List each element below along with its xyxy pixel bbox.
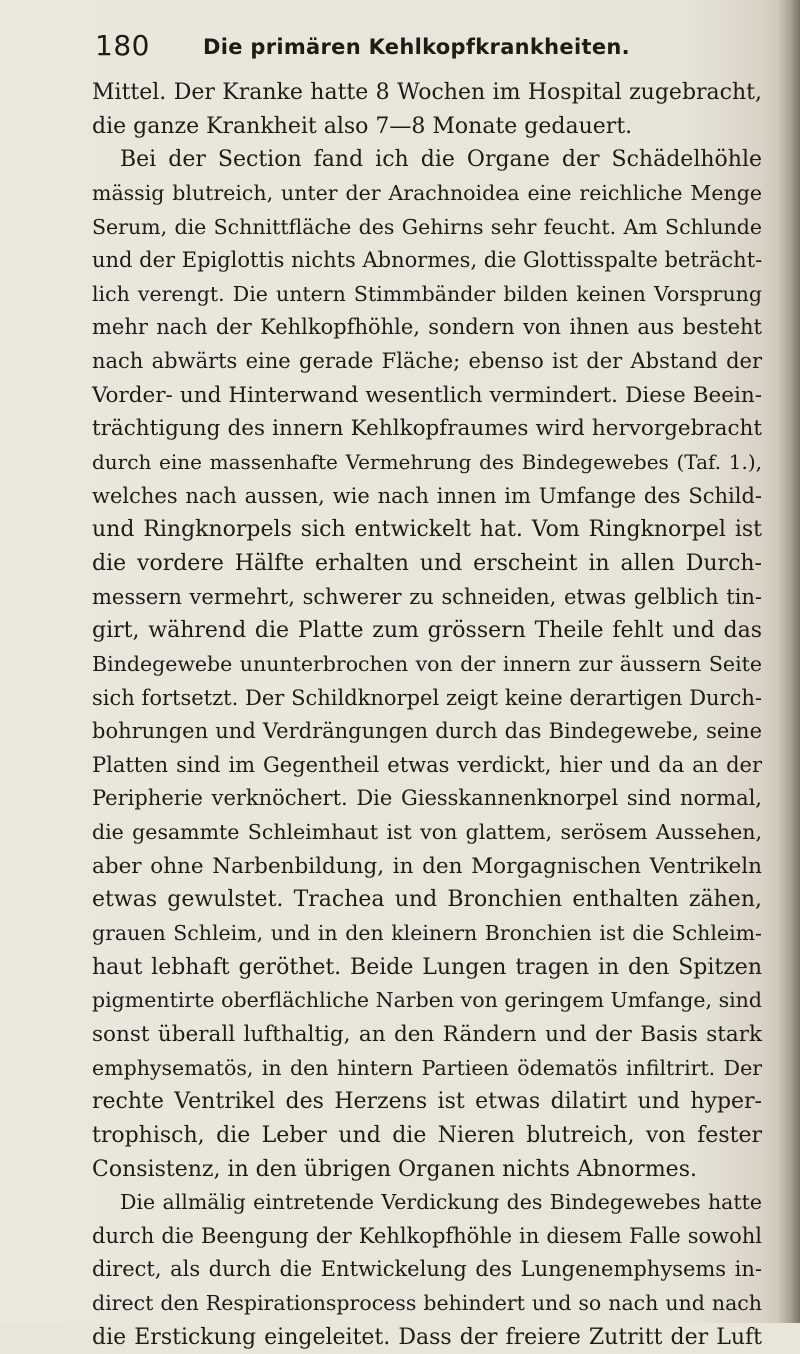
running-head: Die primären Kehlkopfkrankheiten. [203, 35, 630, 59]
text-line: aber ohne Narbenbildung, in den Morgagnischen Ventrikeln [92, 853, 762, 879]
text-line: etwas gewulstet. Trachea und Bronchien enthalten zähen, [92, 887, 762, 913]
text-line: trächtigung des innern Kehlkopfraumes wird hervorgebracht [92, 416, 762, 442]
text-line: direct den Respirationsprocess behindert und so nach und nach [92, 1291, 762, 1316]
text-line: durch die Beengung der Kehlkopfhöhle in diesem Falle sowohl [92, 1223, 762, 1248]
text-line: emphysematös, in den hintern Partieen ödematös infiltrirt. Der [92, 1055, 762, 1080]
text-line: Die allmälig eintretende Verdickung des Bindegewebes hatte [120, 1190, 762, 1215]
text-line: messern vermehrt, schwerer zu schneiden, etwas gelblich tin- [92, 584, 762, 609]
text-line: girt, während die Platte zum grössern Theile fehlt und das [92, 618, 762, 644]
text-line: Consistenz, in den übrigen Organen nichts Abnormes. [92, 1156, 697, 1182]
text-line: welches nach aussen, wie nach innen im Umfange des Schild- [92, 483, 762, 508]
page-number: 180 [95, 29, 150, 62]
text-line: Mittel. Der Kranke hatte 8 Wochen im Hospital zugebracht, [92, 80, 762, 105]
text-line: bohrungen und Verdrängungen durch das Bindegewebe, seine [92, 719, 762, 744]
text-line: durch eine massenhafte Vermehrung des Bindegewebes (Taf. 1.), [92, 450, 762, 475]
text-line: nach abwärts eine gerade Fläche; ebenso ist der Abstand der [92, 349, 762, 374]
text-line: rechte Ventrikel des Herzens ist etwas dilatirt und hyper- [92, 1089, 762, 1115]
page-header [95, 28, 755, 64]
text-line: Vorder- und Hinterwand wesentlich vermindert. Diese Beein- [92, 382, 762, 408]
text-line: grauen Schleim, und in den kleinern Bronchien ist die Schleim- [92, 921, 762, 946]
text-line: haut lebhaft geröthet. Beide Lungen tragen in den Spitzen [92, 954, 762, 980]
text-line: die gesammte Schleimhaut ist von glattem, serösem Aussehen, [92, 820, 762, 845]
text-line: Bei der Section fand ich die Organe der Schädelhöhle [120, 147, 762, 173]
text-line: und der Epiglottis nichts Abnormes, die Glottisspalte beträcht- [92, 248, 763, 273]
text-line: Serum, die Schnittfläche des Gehirns sehr feucht. Am Schlunde [92, 214, 762, 239]
text-line: Bindegewebe ununterbrochen von der innern zur äussern Seite [92, 651, 762, 676]
text-line: die vordere Hälfte erhalten und erscheint in allen Durch- [92, 550, 762, 576]
body-text [92, 76, 762, 1354]
text-line: pigmentirte oberflächliche Narben von geringem Umfange, sind [92, 988, 762, 1013]
text-line: mässig blutreich, unter der Arachnoidea eine reichliche Menge [92, 180, 762, 205]
text-line: trophisch, die Leber und die Nieren blutreich, von fester [92, 1122, 762, 1148]
text-line: Peripherie verknöchert. Die Giesskannenknorpel sind normal, [92, 786, 762, 811]
page-edge-shadow [778, 0, 800, 1323]
text-line: sich fortsetzt. Der Schildknorpel zeigt keine derartigen Durch- [92, 685, 762, 710]
text-line: mehr nach der Kehlkopfhöhle, sondern von ihnen aus besteht [92, 315, 762, 340]
text-line: die ganze Krankheit also 7—8 Monate gedauert. [92, 113, 633, 139]
text-line: sonst überall lufthaltig, an den Rändern und der Basis stark [92, 1021, 762, 1047]
text-line: lich verengt. Die untern Stimmbänder bilden keinen Vorsprung [92, 281, 762, 306]
text-line: die Erstickung eingeleitet. Dass der freiere Zutritt der Luft [92, 1324, 762, 1350]
text-line: Platten sind im Gegentheil etwas verdickt, hier und da an der [92, 752, 762, 777]
text-line: direct, als durch die Entwickelung des Lungenemphysems in- [92, 1257, 762, 1282]
text-line: und Ringknorpels sich entwickelt hat. Vom Ringknorpel ist [92, 517, 762, 543]
